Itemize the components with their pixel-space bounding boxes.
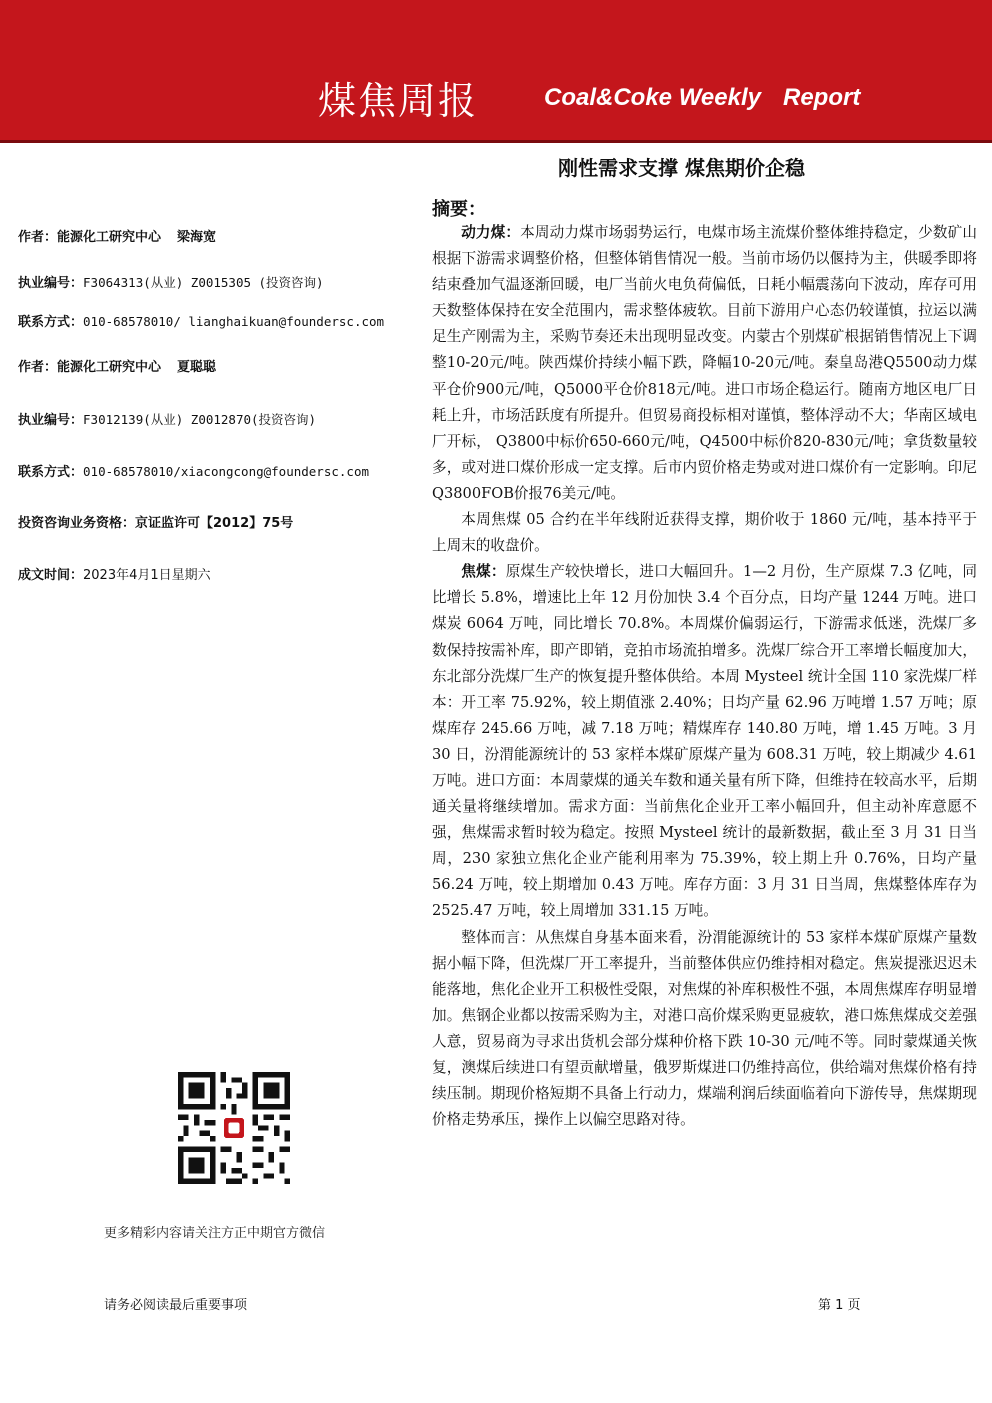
header-divider	[0, 140, 992, 143]
license2-line	[18, 409, 316, 428]
report-headline: 刚性需求支撑 煤焦期价企稳	[558, 156, 805, 180]
license2-value: F3012139(从业) Z0012870(投资咨询)	[83, 412, 317, 427]
report-title-cn: 煤焦周报	[318, 79, 479, 123]
wechat-qr-code-icon[interactable]	[178, 1072, 290, 1184]
paragraph-coking-coal	[432, 559, 977, 924]
author2-org: 能源化工研究中心	[57, 360, 162, 375]
report-title-en-part1: Coal&Coke Weekly	[544, 84, 761, 111]
footer-notice[interactable]: 请务必阅读最后重要事项	[104, 1298, 248, 1313]
contact2-line	[18, 461, 369, 480]
license2-label: 执业编号：	[18, 413, 84, 428]
contact1-label: 联系方式：	[18, 315, 84, 330]
contact2-label: 联系方式：	[18, 465, 84, 480]
author2-line	[18, 356, 216, 375]
author2-label: 作者：	[18, 360, 58, 375]
date-label: 成文时间：	[18, 568, 84, 583]
paragraph-thermal-coal	[432, 220, 977, 507]
summary-body	[432, 220, 977, 1133]
report-title-en-part2: Report	[782, 84, 861, 111]
author1-label: 作者：	[18, 230, 58, 245]
header-banner	[0, 0, 992, 140]
author2-name: 夏聪聪	[177, 360, 217, 375]
author1-line	[18, 226, 216, 245]
paragraph-futures: 本周焦煤 05 合约在半年线附近获得支撑，期价收于 1860 元/吨，基本持平于上周末的收盘价。	[432, 511, 977, 555]
qualification-value: 京证监许可【2012】75号	[135, 516, 294, 531]
license1-line	[18, 272, 324, 291]
thermal-coal-text: 本周动力煤市场弱势运行，电煤市场主流煤价整体维持稳定，少数矿山根据下游需求调整价格，但整体销售情况一般。当前市场仍以偃持为主，供暖季即将结束叠加气温逐渐回暖，电厂当前火电负荷偏低，日耗小幅震荡向下波动，库存可用天数整体保持在安全范围内，需求整体疲软。目前下游用户心态仍较谨慎，拉运以满足生产刚需为主，采购节奏还未出现明显改变。内蒙古个别煤矿根据销售情况上下调整10-20元/吨。陕西煤价持续小幅下跌，降幅10-20元/吨。秦皇岛港Q5500动力煤平仓价900元/吨，Q5000平仓价818元/吨。进口市场企稳运行。随南方地区电厂日耗上升，市场活跃度有所提升。但贸易商投标相对谨慎，整体浮动不大；华南区域电厂开标， Q3800中标价650-660元/吨，Q4500中标价820-830元/吨；拿货数量较多，或对进口煤价形成一定支撑。后市内贸价格走势或对进口煤价有一定影响。印尼Q3800FOB价报76美元/吨。	[432, 224, 977, 502]
coking-coal-keyword: 焦煤：	[461, 563, 506, 581]
summary-heading: 摘要：	[432, 199, 486, 220]
contact1-line	[18, 311, 384, 330]
qualification-line	[18, 512, 293, 531]
coking-coal-text: 原煤生产较快增长，进口大幅回升。1—2 月份，生产原煤 7.3 亿吨，同比增长 5.8%，增速比上年 12 月份加快 3.4 个百分点，日均产量 1244 万吨。进口煤炭 6064 万吨，同比增长 70.8%。本周煤价偏弱运行，下游需求低迷，洗煤厂多数保持按需补库，即产即销，竞拍市场流拍增多。洗煤厂综合开工率增长幅度加大，东北部分洗煤厂生产的恢复提升整体供给。本周 Mysteel 统计全国 110 家洗煤厂样本：开工率 75.92%，较上期值涨 2.40%；日均产量 62.96 万吨增 1.57 万吨；原煤库存 245.66 万吨，减 7.18 万吨；精煤库存 140.80 万吨，增 1.45 万吨。3 月 30 日，汾渭能源统计的 53 家样本煤矿原煤产量为 608.31 万吨，较上期减少 4.61 万吨。进口方面：本周蒙煤的通关车数和通关量有所下降，但维持在较高水平，后期通关量将继续增加。需求方面：当前焦化企业开工率小幅回升，但主动补库意愿不强，焦煤需求暂时较为稳定。按照 Mysteel 统计的最新数据，截止至 3 月 31 日当周，230 家独立焦化企业产能利用率为 75.39%，较上期上升 0.76%，日均产量 56.24 万吨，较上期增加 0.43 万吨。库存方面：3 月 31 日当周，焦煤整体库存为 2525.47 万吨，较上周增加 331.15 万吨。	[432, 563, 977, 920]
contact2-value[interactable]: 010-68578010/xiacongcong@foundersc.com	[83, 464, 369, 479]
page-number: 第 1 页	[818, 1298, 861, 1313]
paragraph-conclusion: 整体而言：从焦煤自身基本面来看，汾渭能源统计的 53 家样本煤矿原煤产量数据小幅下降，但洗煤厂开工率提升，当前整体供应仍维持相对稳定。焦炭提涨迟迟未能落地，焦化企业开工积极性受限，对焦煤的补库积极性不强，本周焦煤库存明显增加。焦钢企业都以按需采购为主，对港口高价煤采购更显疲软，港口炼焦煤成交差强人意，贸易商为寻求出货机会部分煤种价格下跌 10-30 元/吨不等。同时蒙煤通关恢复，澳煤后续进口有望贡献增量，俄罗斯煤进口仍维持高位，供给端对焦煤价格有持续压制。期现价格短期不具备上行动力，煤端利润后续面临着向下游传导，焦煤期现价格走势承压，操作上以偏空思路对待。	[432, 928, 977, 1129]
qualification-label: 投资咨询业务资格：	[18, 516, 136, 531]
report-title-en	[544, 84, 860, 112]
author1-name: 梁海宽	[177, 230, 217, 245]
qr-caption: 更多精彩内容请关注方正中期官方微信	[104, 1226, 326, 1241]
date-line	[18, 564, 211, 583]
date-value: 2023年4月1日星期六	[83, 568, 211, 583]
license1-value: F3064313(从业) Z0015305 (投资咨询)	[83, 275, 324, 290]
thermal-coal-keyword: 动力煤：	[461, 224, 521, 241]
license1-label: 执业编号：	[18, 276, 84, 291]
author1-org: 能源化工研究中心	[57, 230, 162, 245]
contact1-value[interactable]: 010-68578010/ lianghaikuan@foundersc.com	[83, 314, 385, 329]
